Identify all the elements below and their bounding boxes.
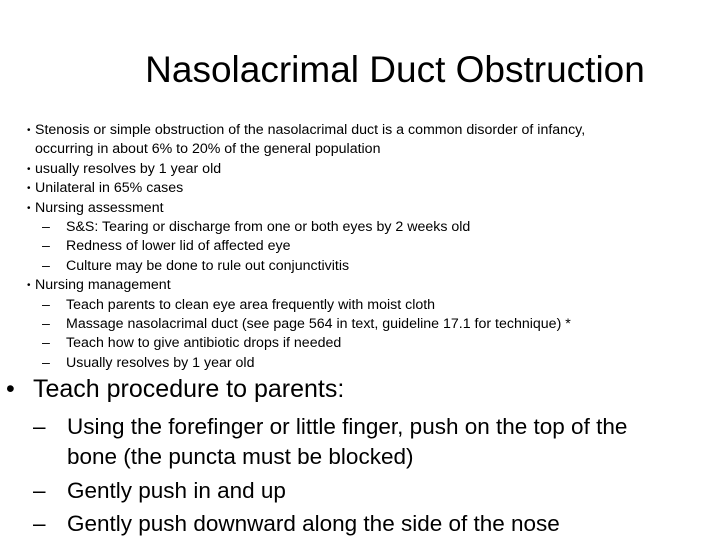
dash-icon: –	[33, 478, 46, 503]
dash-icon: –	[42, 296, 50, 313]
dash-icon: –	[42, 316, 50, 332]
sub-item-text: Culture may be done to rule out conjunctivitis	[66, 257, 350, 274]
procedure-step-text: Gently push downward along the side of the nose	[67, 511, 560, 536]
procedure-step-text-continued: bone (the puncta must be blocked)	[67, 444, 414, 469]
bullet-text: Stenosis or simple obstruction of the nasolacrimal duct is a common disorder of infancy,	[35, 122, 586, 138]
sub-item-text: Usually resolves by 1 year old	[66, 354, 255, 371]
bullet-dot-icon: •	[27, 183, 31, 195]
dash-icon: –	[33, 414, 46, 439]
dash-icon: –	[42, 335, 50, 352]
sub-item-text: Teach how to give antibiotic drops if needed	[66, 335, 342, 352]
dash-icon: –	[42, 354, 50, 371]
dash-icon: –	[42, 219, 50, 235]
procedure-step-text: Gently push in and up	[67, 478, 286, 503]
bullet-dot-icon: •	[27, 125, 31, 136]
bullet-text: Nursing management	[35, 277, 171, 294]
bullet-text: Unilateral in 65% cases	[35, 180, 184, 197]
bullet-text: Teach procedure to parents:	[33, 375, 345, 403]
slide-title: Nasolacrimal Duct Obstruction	[145, 49, 645, 90]
bullet-text: usually resolves by 1 year old	[35, 160, 222, 177]
bullet-text: Nursing assessment	[35, 199, 164, 216]
dash-icon: –	[42, 257, 50, 274]
sub-item-text: Teach parents to clean eye area frequently with moist cloth	[66, 296, 436, 313]
bullet-dot-icon: •	[6, 375, 15, 403]
bullet-text-continued: occurring in about 6% to 20% of the general population	[35, 141, 381, 158]
bullet-dot-icon: •	[27, 202, 31, 214]
procedure-step-text: Using the forefinger or little finger, push on the top of the	[67, 414, 628, 439]
sub-item-text: Redness of lower lid of affected eye	[66, 238, 291, 255]
bullet-dot-icon: •	[27, 280, 31, 292]
bullet-dot-icon: •	[27, 163, 31, 175]
dash-icon: –	[33, 511, 46, 536]
sub-item-text: S&S: Tearing or discharge from one or both eyes by 2 weeks old	[66, 219, 471, 235]
sub-item-text: Massage nasolacrimal duct (see page 564 in text, guideline 17.1 for technique) *	[66, 316, 571, 332]
dash-icon: –	[42, 238, 50, 255]
